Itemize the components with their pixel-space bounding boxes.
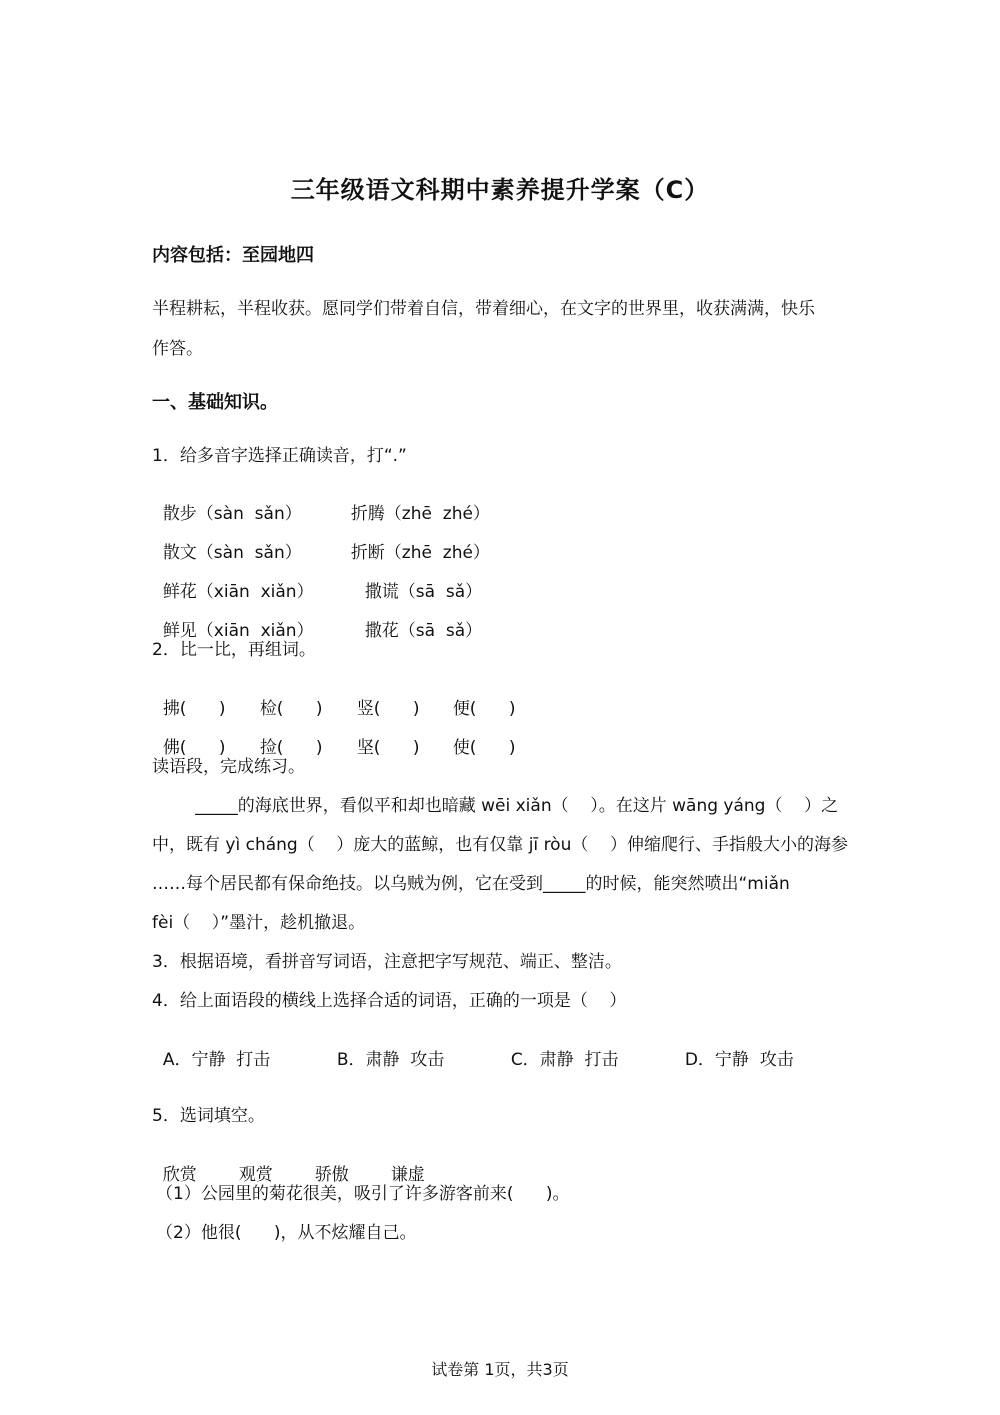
- q2-item: 捡( ): [259, 738, 323, 758]
- q2-row: [152, 679, 516, 719]
- q2-item: 便( ): [452, 699, 516, 719]
- q2-prompt: 2．比一比，再组词。: [152, 640, 316, 660]
- q1-item: 折腾（zhē zhé）: [350, 504, 490, 524]
- q5-item-1: （1）公园里的菊花很美，吸引了许多游客前来( )。: [156, 1184, 570, 1204]
- q2-row: [152, 718, 516, 758]
- q1-item: 鲜见（xiān xiǎn）: [162, 621, 314, 641]
- q1-item: 撒谎（sā sǎ）: [364, 582, 483, 602]
- section-heading-basic: 一、基础知识。: [152, 392, 278, 413]
- q2-item: 使( ): [452, 738, 516, 758]
- q2-item: 佛( ): [162, 738, 226, 758]
- page-title: 三年级语文科期中素养提升学案（C）: [290, 176, 710, 204]
- content-scope: 内容包括：至园地四: [152, 245, 314, 266]
- q3-prompt: 3．根据语境，看拼音写词语，注意把字写规范、端正、整洁。: [152, 952, 622, 972]
- q5-word: 谦虚: [390, 1165, 425, 1185]
- q5-word: 骄傲: [314, 1165, 349, 1185]
- q5-word-bank: [152, 1145, 425, 1185]
- q2-item: 检( ): [259, 699, 323, 719]
- q1-item: 鲜花（xiān xiǎn）: [162, 582, 314, 602]
- q5-item-2: （2）他很( )，从不炫耀自己。: [156, 1223, 417, 1243]
- reading-prompt: 读语段，完成练习。: [152, 757, 305, 777]
- q2-item: 坚( ): [356, 738, 420, 758]
- reading-passage-line: _____的海底世界，看似平和却也暗藏 wēi xiǎn（ ）。在这片 wāng yáng（ ）之: [152, 796, 839, 816]
- q1-row: [152, 562, 482, 602]
- q2-item: 竖( ): [356, 699, 420, 719]
- q1-prompt: 1．给多音字选择正确读音，打“.”: [152, 446, 407, 466]
- q4-option-c: C．肃静 打击: [510, 1050, 619, 1070]
- reading-passage-line: 中，既有 yì cháng（ ）庞大的蓝鲸，也有仅靠 jī ròu（ ）伸缩爬行、手指般大小的海参: [152, 835, 848, 855]
- reading-passage-line: ……每个居民都有保命绝技。以乌贼为例，它在受到_____的时候，能突然喷出“miǎn: [152, 874, 790, 894]
- q4-option-d: D．宁静 攻击: [684, 1050, 794, 1070]
- q4-options: [152, 1030, 794, 1070]
- q4-option-b: B．肃静 攻击: [336, 1050, 445, 1070]
- intro-line-1: 半程耕耘，半程收获。愿同学们带着自信，带着细心，在文字的世界里，收获满满，快乐: [152, 299, 815, 319]
- q5-word: 观赏: [238, 1165, 273, 1185]
- q1-item: 撒花（sā sǎ）: [364, 621, 483, 641]
- q1-row: [152, 484, 490, 524]
- q2-item: 拂( ): [162, 699, 226, 719]
- q1-row: [152, 523, 490, 563]
- q1-item: 折断（zhē zhé）: [350, 543, 490, 563]
- q1-item: 散步（sàn sǎn）: [162, 504, 302, 524]
- page-footer: 试卷第 1页，共3页: [431, 1360, 569, 1379]
- q5-word: 欣赏: [162, 1165, 197, 1185]
- q4-option-a: A．宁静 打击: [162, 1050, 271, 1070]
- reading-passage-line: fèi（ ）”墨汁，趁机撤退。: [152, 913, 366, 933]
- intro-line-2: 作答。: [152, 339, 203, 359]
- q4-prompt: 4．给上面语段的横线上选择合适的词语，正确的一项是（ ）: [152, 991, 627, 1011]
- q1-row: [152, 601, 482, 641]
- q1-item: 散文（sàn sǎn）: [162, 543, 302, 563]
- q5-prompt: 5．选词填空。: [152, 1106, 265, 1126]
